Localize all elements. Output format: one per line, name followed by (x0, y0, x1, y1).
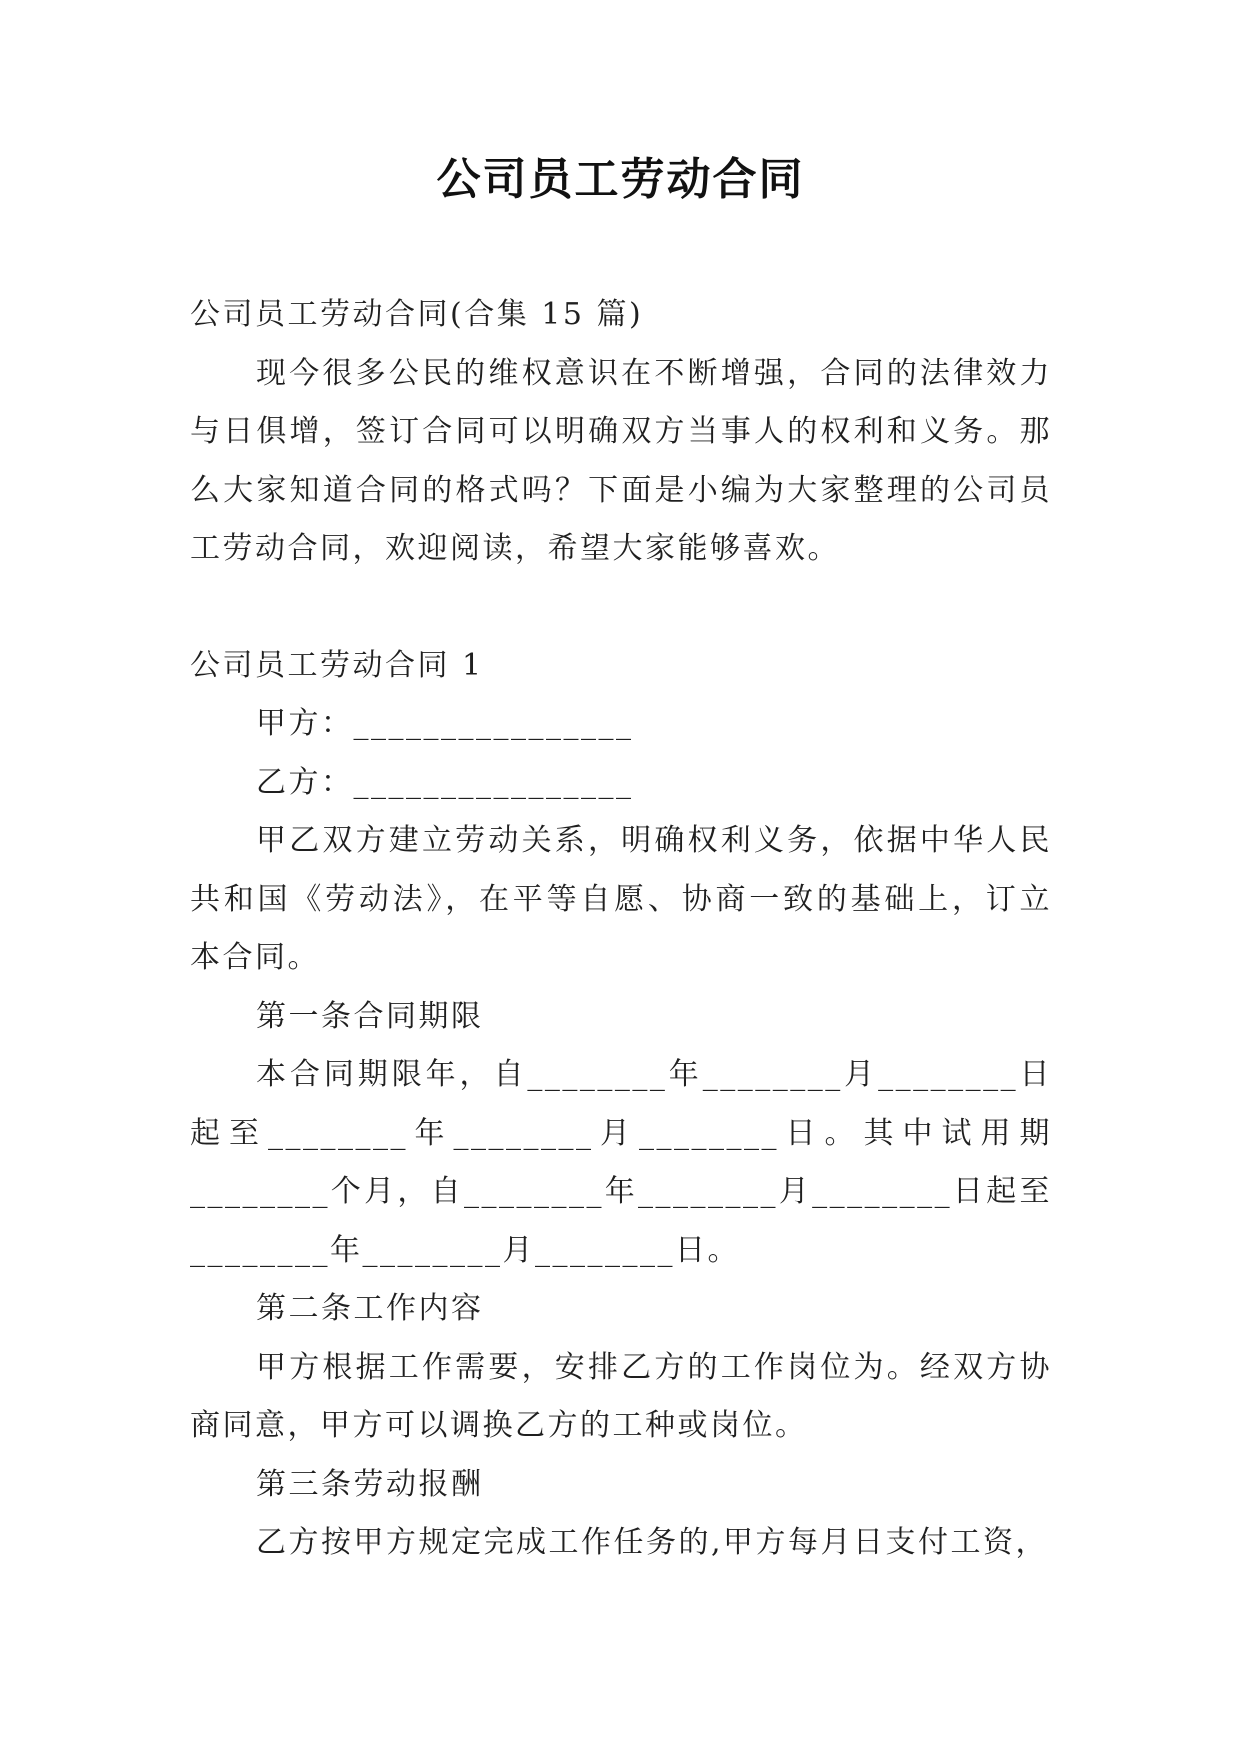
preamble-paragraph: 甲乙双方建立劳动关系，明确权利义务，依据中华人民共和国《劳动法》，在平等自愿、协商一致的基础上，订立本合同。 (190, 823, 1052, 975)
document-title: 公司员工劳动合同 (436, 154, 805, 205)
section-heading: 公司员工劳动合同 1 (190, 647, 484, 683)
article-1-heading: 第一条合同期限 (256, 998, 484, 1034)
article-3-heading: 第三条劳动报酬 (256, 1466, 484, 1502)
party-b-line: 乙方：________________ (256, 764, 634, 800)
article-2-text: 甲方根据工作需要，安排乙方的工作岗位为。经双方协商同意，甲方可以调换乙方的工种或岗位。 (190, 1349, 1052, 1443)
document-body (190, 286, 1052, 1573)
collection-subtitle: 公司员工劳动合同(合集 15 篇) (190, 297, 644, 332)
party-a-line: 甲方：________________ (256, 706, 634, 741)
article-3-text: 乙方按甲方规定完成工作任务的,甲方每月日支付工资， (256, 1525, 1049, 1560)
article-1-text: 本合同期限年，自________年________月________日起至________年________月________日。其中试用期________个月，自________年________月________日起至________年________月________日。 (190, 1057, 1052, 1268)
article-2-heading: 第二条工作内容 (256, 1291, 484, 1326)
intro-paragraph: 现今很多公民的维权意识在不断增强，合同的法律效力与日俱增，签订合同可以明确双方当事人的权利和义务。那么大家知道合同的格式吗？下面是小编为大家整理的公司员工劳动合同，欢迎阅读，希望大家能够喜欢。 (190, 355, 1052, 566)
